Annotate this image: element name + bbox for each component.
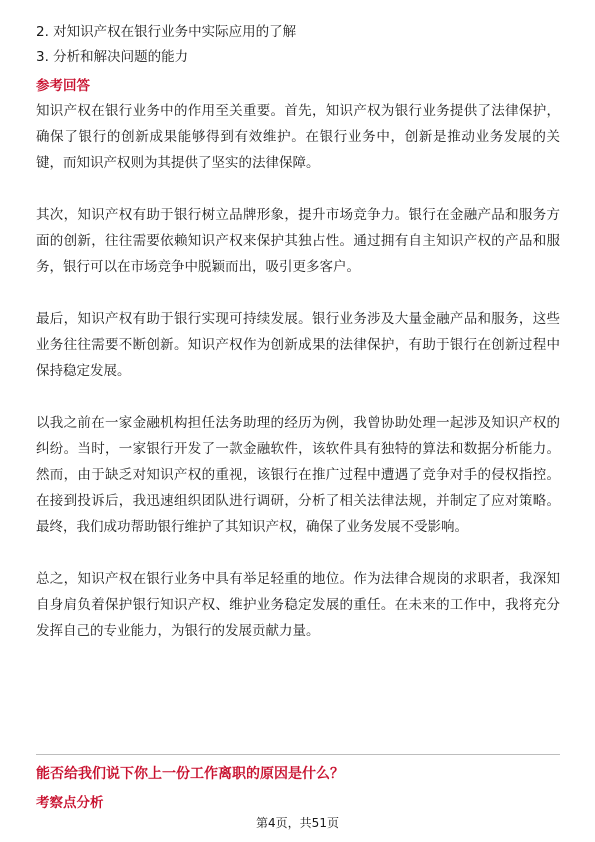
paragraph-spacer (36, 384, 560, 410)
reference-answer-heading: 参考回答 (36, 78, 90, 94)
paragraph-spacer (36, 176, 560, 202)
answer-paragraph-2: 其次，知识产权有助于银行树立品牌形象，提升市场竞争力。银行在金融产品和服务方面的创新，往往需要依赖知识产权来保护其独占性。通过拥有自主知识产权的产品和服务，银行可以在市场竞争中脱颖而出，吸引更多客户。 (36, 207, 560, 275)
section-divider (36, 754, 560, 755)
page-number-footer: 第4页，共51页 (256, 816, 339, 830)
answer-paragraph-4: 以我之前在一家金融机构担任法务助理的经历为例，我曾协助处理一起涉及知识产权的纠纷。当时，一家银行开发了一款金融软件，该软件具有独特的算法和数据分析能力。然而，由于缺乏对知识产权的重视，该银行在推广过程中遭遇了竞争对手的侵权指控。在接到投诉后，我迅速组织团队进行调研，分析了相关法律法规，并制定了应对策略。最终，我们成功帮助银行维护了其知识产权，确保了业务发展不受影响。 (36, 415, 560, 535)
page-content (36, 20, 560, 644)
paragraph-spacer (36, 280, 560, 306)
paragraph-spacer (36, 540, 560, 566)
next-question-heading: 能否给我们说下你上一份工作离职的原因是什么？ (36, 766, 344, 782)
list-item-2: 2. 对知识产权在银行业务中实际应用的了解 (36, 24, 297, 40)
analysis-heading: 考察点分析 (36, 795, 104, 811)
list-item-3: 3. 分析和解决问题的能力 (36, 49, 189, 65)
answer-paragraph-1: 知识产权在银行业务中的作用至关重要。首先，知识产权为银行业务提供了法律保护，确保了银行的创新成果能够得到有效维护。在银行业务中，创新是推动业务发展的关键，而知识产权则为其提供了坚实的法律保障。 (36, 103, 560, 171)
answer-paragraph-3: 最后，知识产权有助于银行实现可持续发展。银行业务涉及大量金融产品和服务，这些业务往往需要不断创新。知识产权作为创新成果的法律保护，有助于银行在创新过程中保持稳定发展。 (36, 311, 560, 379)
answer-paragraph-5: 总之，知识产权在银行业务中具有举足轻重的地位。作为法律合规岗的求职者，我深知自身肩负着保护银行知识产权、维护业务稳定发展的重任。在未来的工作中，我将充分发挥自己的专业能力，为银行的发展贡献力量。 (36, 571, 560, 639)
